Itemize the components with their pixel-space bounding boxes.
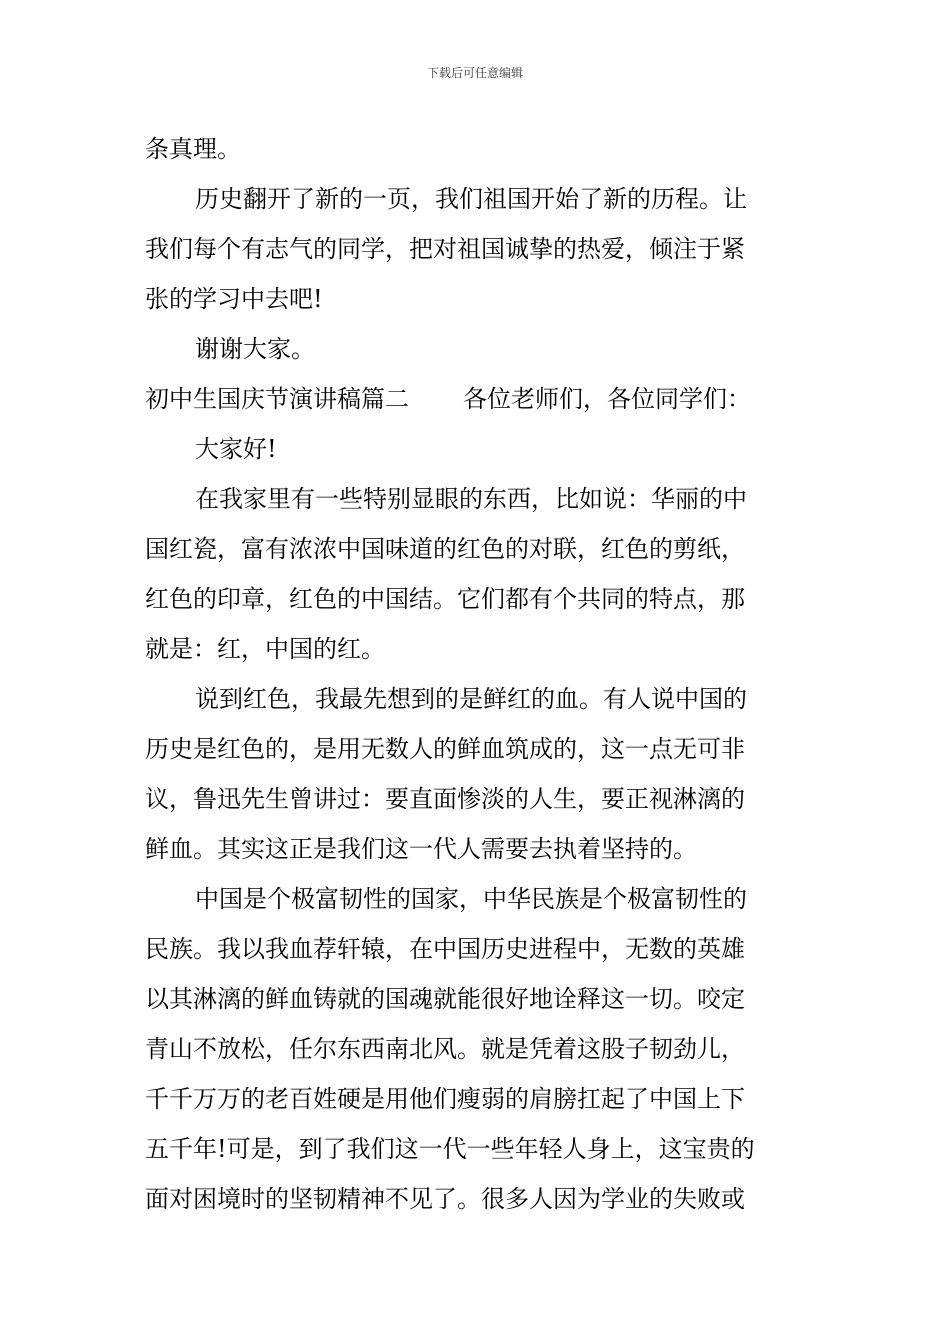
paragraph-line: 议，鲁迅先生曾讲过：要直面惨淡的人生，要正视淋漓的 [145,785,745,813]
paragraph-line: 民族。我以我血荐轩辕，在中国历史进程中，无数的英雄 [145,935,745,963]
paragraph-line: 说到红色，我最先想到的是鲜红的血。有人说中国的 [195,685,747,713]
paragraph-line: 红色的印章，红色的中国结。它们都有个共同的特点，那 [145,585,745,613]
paragraph-line: 就是：红，中国的红。 [145,635,385,663]
paragraph-line: 以其淋漓的鲜血铸就的国魂就能很好地诠释这一切。咬定 [145,985,745,1013]
paragraph-line: 国红瓷，富有浓浓中国味道的红色的对联，红色的剪纸， [145,535,745,563]
paragraph-line: 大家好! [195,435,277,463]
section-heading-line [145,374,810,424]
paragraph-line: 在我家里有一些特别显眼的东西，比如说：华丽的中 [195,485,747,513]
paragraph-line: 五千年!可是，到了我们这一代一些年轻人身上，这宝贵的 [145,1135,755,1163]
paragraph-line: 历史是红色的，是用无数人的鲜血筑成的，这一点无可非 [145,735,745,763]
paragraph-line: 张的学习中去吧! [145,285,323,313]
salutation: 各位老师们，各位同学们： [463,385,751,413]
section-title: 初中生国庆节演讲稿篇二 [145,385,409,413]
paragraph-line: 条真理。 [145,135,241,163]
paragraph-line: 中国是个极富韧性的国家，中华民族是个极富韧性的 [195,885,747,913]
page-header: 下载后可任意编辑 [426,66,523,80]
paragraph-line: 青山不放松，任尔东西南北风。就是凭着这股子韧劲儿， [145,1035,745,1063]
paragraph-line: 面对困境时的坚韧精神不见了。很多人因为学业的失败或 [145,1185,745,1213]
paragraph-line: 我们每个有志气的同学，把对祖国诚挚的热爱，倾注于紧 [145,235,745,263]
paragraph-line: 谢谢大家。 [195,335,315,363]
paragraph-line: 鲜血。其实这正是我们这一代人需要去执着坚持的。 [145,835,697,863]
paragraph-line: 历史翻开了新的一页，我们祖国开始了新的历程。让 [195,185,747,213]
paragraph-line: 千千万万的老百姓硬是用他们瘦弱的肩膀扛起了中国上下 [145,1085,745,1113]
document-body [145,124,810,1224]
